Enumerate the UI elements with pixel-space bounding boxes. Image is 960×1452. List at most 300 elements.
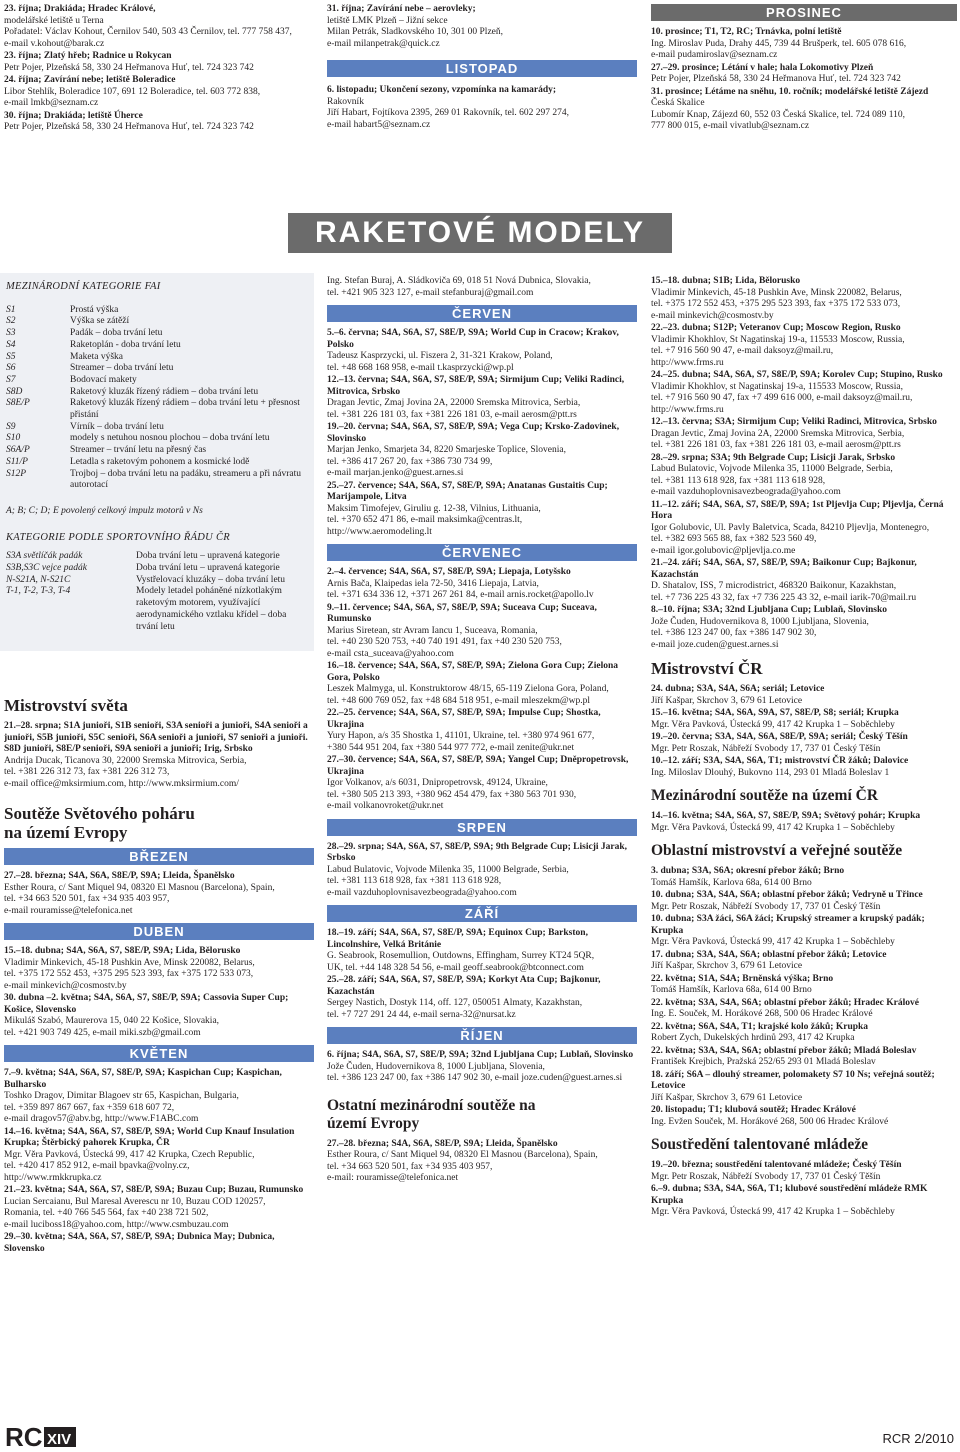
event-contact-line: tel. +420 417 852 912, e-mail bpavka@volny.cz, xyxy=(4,1161,190,1171)
event-contact-line: Ing. Evžen Souček, M. Horákové 268, 500 06 Hradec Králové xyxy=(651,1116,889,1127)
category-description: Doba trvání letu – upravená kategorie xyxy=(136,563,280,574)
event-contact-line: tel. +381 113 618 928, fax +381 113 618 928, xyxy=(651,475,826,486)
category-row xyxy=(6,340,308,352)
event-contact-line: tel. +381 226 312 73, fax +381 226 312 73, xyxy=(4,767,170,777)
category-description: Výška se zátěží xyxy=(70,316,130,327)
event-contact-line: Tomáš Hamšík, Karlova 68a, 614 00 Brno xyxy=(651,985,812,995)
event-entry xyxy=(4,721,314,790)
category-code: S5 xyxy=(6,351,16,362)
event-entry xyxy=(327,85,637,131)
event-contact-line: tel. +375 172 552 453, +375 295 523 393, fax +375 172 533 073, xyxy=(4,969,254,979)
event-contact-line: Romania, tel. +40 766 545 564, fax +40 238 721 502, xyxy=(4,1208,209,1218)
event-contact-line: František Krejbich, Pražská 252/65 293 01 Mladá Boleslav xyxy=(651,1057,876,1067)
event-entry xyxy=(651,1184,957,1219)
event-entry xyxy=(651,890,957,913)
event-contact-line: Labud Bulatovic, Vojvode Milenka 35, 11000 Belgrade, Serbia, xyxy=(651,464,893,474)
event-contact-line: tel. +7 727 291 24 44, e-mail serna-32@nursat.kz xyxy=(327,1009,516,1020)
event-entry xyxy=(327,276,637,299)
event-contact-line: tel. +421 903 749 425, e-mail miki.szb@gmail.com xyxy=(4,1027,201,1038)
event-title: 10. dubna; S3A žáci, S6A žáci; Krupský streamer a krupský padák; Krupka xyxy=(651,914,925,936)
event-contact-line: e-mail vazduhoplovnisavezbeograda@yahoo.com xyxy=(327,887,517,898)
event-title: 23. října; Zlatý hřeb; Radnice u Rokycan xyxy=(4,51,172,61)
category-description: Streamer – trvání letu na přesný čas xyxy=(70,445,207,456)
event-title: 24. října; Zavírání nebe; letiště Boleradice xyxy=(4,75,176,85)
event-title: 28.–29. srpna; S4A, S6A, S7, S8E/P, S9A; 9th Belgrade Cup; Lisicji Jarak, Srbsko xyxy=(327,841,627,863)
event-entry xyxy=(327,375,637,421)
event-contact-line: tel. +386 417 267 20, fax +386 730 734 99, xyxy=(327,456,493,467)
category-row xyxy=(6,398,308,421)
svg-text:RC: RC xyxy=(5,1422,43,1450)
month-bar-zari: ZÁŘÍ xyxy=(327,905,637,922)
event-contact-line: tel. +40 230 520 753, +40 740 191 491, fax +40 230 520 753, xyxy=(327,637,562,647)
event-contact-line: Ing. Štefan Buraj, A. Sládkoviča 69, 018 51 Nová Dubnica, Slovakia, xyxy=(327,276,591,286)
event-title: 18. září; S6A – dlouhý streamer, polomakety S7 10 Ns; veřejná soutěž; Letovice xyxy=(651,1069,935,1091)
event-entry xyxy=(651,276,957,322)
event-contact-line: Mgr. Věra Pavková, Ústecká 99, 417 42 Krupka 1 – Soběchleby xyxy=(651,822,895,833)
event-contact-line: e-mail luciboss18@yahoo.com, http://www.csmbuzau.com xyxy=(4,1219,229,1230)
top-column-3 xyxy=(651,4,957,164)
event-title: 30. dubna –2. května; S4A, S6A, S7, S8E/P, S9A; Cassovia Super Cup; Košice, Slovensko xyxy=(4,993,289,1015)
category-description: Vystřelovací kluzáky – doba trvání letu xyxy=(136,574,286,585)
event-title: 6.–9. dubna; S3A, S4A, S6A, T1; klubové soustředění mládeže RMK Krupka xyxy=(651,1184,928,1206)
event-contact-line: tel. +7 916 560 90 47, fax +7 499 616 000, e-mail daksoyz@mail.ru, xyxy=(651,393,913,403)
category-row xyxy=(6,586,308,633)
month-bar-kveten: KVĚTEN xyxy=(4,1045,314,1062)
event-contact-line: Mgr. Věra Pavková, Ústecká 99, 417 42 Krupka 1 – Soběchleby xyxy=(651,937,895,947)
event-contact-line: Vladimir Minkevich, 45-18 Pushkin Ave, Minsk 220082, Belarus, xyxy=(651,287,902,298)
event-title: 20. listopadu; T1; klubová soutěž; Hradec Králové xyxy=(651,1105,856,1115)
event-contact-line: Esther Roura, c/ Sant Miquel 94, 08320 El Masnou (Barcelona), Spain, xyxy=(4,882,275,893)
category-code: S9 xyxy=(6,421,16,432)
event-contact-line: tel. +382 693 565 88, fax +382 523 560 49, xyxy=(651,534,817,544)
event-entry xyxy=(327,1139,637,1185)
category-code: S3 xyxy=(6,328,16,339)
event-entry xyxy=(4,946,314,992)
event-contact-line: tel. +34 663 520 501, fax +34 935 403 957, xyxy=(327,1161,493,1172)
event-contact-line: modelářské letiště u Terna xyxy=(4,15,104,26)
event-entry xyxy=(4,993,314,1039)
event-title: 19.–20. června; S4A, S6A, S7, S8E/P, S9A; Vega Cup; Krsko-Zadovinek, Slovinsko xyxy=(327,422,620,444)
category-code: S1 xyxy=(6,304,16,315)
event-title: 30. října; Drakiáda; letiště Úherce xyxy=(4,110,143,121)
event-entry xyxy=(651,1046,957,1069)
event-title: 24.–25. dubna; S4A, S6A, S7, S8E/P, S9A; Korolev Cup; Stupino, Rusko xyxy=(651,370,943,380)
event-contact-line: Libor Stehlík, Boleradice 107, 691 12 Boleradice, tel. 603 772 838, xyxy=(4,86,261,97)
category-row xyxy=(6,375,308,387)
category-code: S10 xyxy=(6,433,21,444)
event-title: 8.–10. října; S3A; 32nd Ljubljana Cup; Lublaň, Slovinsko xyxy=(651,605,887,615)
event-contact-line: e-mail office@mksirmium.com, http://www.mksirmium.com/ xyxy=(4,778,239,789)
month-bar-brezen: BŘEZEN xyxy=(4,848,314,865)
event-contact-line: Jiří Kašpar, Skrchov 3, 679 61 Letovice xyxy=(651,961,803,971)
event-entry xyxy=(4,1185,314,1231)
event-title: 12.–13. června; S4A, S6A, S7, S8E/P, S9A; Sirmijum Cup; Veliki Radinci, Mitrovica, Srbsko xyxy=(327,375,625,397)
event-entry xyxy=(651,1160,957,1183)
event-entry xyxy=(327,1050,637,1085)
category-description: modely s netuhou nosnou plochou – doba trvání letu xyxy=(70,433,270,444)
event-title: 15.–18. dubna; S4A, S6A, S7, S8E/P, S9A; Lida, Bělorusko xyxy=(4,946,241,956)
event-title: 31. prosince; Létáme na sněhu, 10. ročník; modelářské letiště Zájezd xyxy=(651,86,929,97)
event-entry xyxy=(651,708,957,731)
category-description: Padák – doba trvání letu xyxy=(70,328,163,339)
event-contact-line: e-mail marjan.jenko@guest.arnes.si xyxy=(327,468,464,478)
category-code: S3A světlíčák padák xyxy=(6,551,83,562)
event-title: 6. října; S4A, S6A, S7, S8E/P, S9A; 32nd Ljubljana Cup; Lublaň, Slovinsko xyxy=(327,1050,634,1060)
event-contact-line: Jiří Kašpar, Skrchov 3, 679 61 Letovice xyxy=(651,695,803,706)
event-entry xyxy=(327,755,637,813)
event-contact-line: tel. +386 123 247 00, fax +386 147 902 30, e-mail joze.cuden@guest.arnes.si xyxy=(327,1073,623,1083)
event-contact-line: tel. +7 736 225 43 32, fax +7 736 225 43 32, e-mail iarik-70@mail.ru xyxy=(651,592,917,603)
event-entry xyxy=(651,684,957,707)
svg-text:XIV: XIV xyxy=(47,1431,72,1448)
month-bar-cervenec: ČERVENEC xyxy=(327,544,637,561)
event-title: 24. dubna; S3A, S4A, S6A; seriál; Letovice xyxy=(651,684,825,694)
category-row xyxy=(6,352,308,364)
event-contact-line: Jiří Habart, Fojtíkova 2395, 269 01 Rakovník, tel. 602 297 274, xyxy=(327,108,569,118)
event-contact-line: Mikuláš Szabó, Maurerova 15, 040 22 Košice, Slovakia, xyxy=(4,1016,220,1026)
category-code: S11/P xyxy=(6,456,28,467)
event-entry xyxy=(327,708,637,754)
event-title: 5.–6. června; S4A, S6A, S7, S8E/P, S9A; World Cup in Cracow; Krakov, Polsko xyxy=(327,328,619,350)
event-contact-line: tel. +7 916 560 90 47, e-mail daksoyz@mail.ru, xyxy=(651,346,834,356)
event-contact-line: Jože Čuden, Hudovernikova 8, 1000 Ljubljana, Slovenia, xyxy=(327,1061,545,1072)
heading-mezinarodni-cr: Mezinárodní soutěže na území ČR xyxy=(651,787,879,804)
event-contact-line: http://www.rmkkrupka.cz xyxy=(4,1172,102,1183)
event-title: 27.–28. března; S4A, S6A, S8E/P, S9A; Lleida, Španělsko xyxy=(4,871,235,881)
event-title: 21.–23. května; S4A, S6A, S7, S8E/P, S9A; Buzau Cup; Buzau, Rumunsko xyxy=(4,1185,304,1195)
category-row xyxy=(6,457,308,469)
category-row xyxy=(6,387,308,399)
event-contact-line: Rakovník xyxy=(327,96,364,107)
category-code: N-S21A, N-S21C xyxy=(6,574,71,585)
category-code: S6A/P xyxy=(6,445,30,456)
event-contact-line: Petr Pojer, Plzeňská 58, 330 24 Heřmanova Huť, tel. 724 323 742 xyxy=(651,74,901,84)
event-entry xyxy=(651,558,957,604)
event-title: 25.–27. července; S4A, S6A, S7, S8E/P, S9A; Anatanas Gustaitis Cup; Marijampole, Litva xyxy=(327,480,608,502)
event-entry xyxy=(327,975,637,1021)
category-row xyxy=(6,316,308,328)
event-title: 2.–4. července; S4A, S6A, S7, S8E/P, S9A; Liepaja, Lotyšsko xyxy=(327,567,571,577)
category-code: S8D xyxy=(6,386,23,397)
event-contact-line: e-mail lmkb@seznam.cz xyxy=(4,98,99,108)
event-title: 10.–12. září; S3A, S4A, S6A, T1; mistrovství ČR žáků; Dalovice xyxy=(651,756,909,766)
month-bar-prosinec: PROSINEC xyxy=(651,4,957,21)
event-entry xyxy=(651,1022,957,1045)
event-title: 9.–11. července; S4A, S6A, S7, S8E/P, S9A; Suceava Cup; Suceava, Rumunsko xyxy=(327,602,597,624)
event-entry xyxy=(651,370,957,416)
fai-categories-panel xyxy=(0,273,314,651)
heading-svetovy-pohar: Soutěže Světového poháru na území Evropy xyxy=(4,804,195,842)
event-contact-line: tel. +34 663 520 501, fax +34 935 403 957, xyxy=(4,894,170,904)
event-contact-line: Yury Hapon, a/s 35 Shostka 1, 41101, Ukraine, tel. +380 974 961 677, xyxy=(327,731,595,741)
heading-mistrovstvi-sveta: Mistrovství světa xyxy=(4,696,128,715)
impulse-note: A; B; C; D; E povolený celkový impulz motorů v Ns xyxy=(6,505,203,516)
event-entry xyxy=(4,51,314,74)
event-contact-line: Vladimir Khokhlov, St Nagatinskaj 19-a, 115533 Moscow, Russia, xyxy=(651,334,905,345)
event-title: 28.–29. srpna; S3A; 9th Belgrade Cup; Lisicji Jarak, Srbsko xyxy=(651,452,896,463)
event-entry xyxy=(327,4,637,50)
event-contact-line: UK, tel. +44 148 328 54 56, e-mail geoff.seabrook@btconnect.com xyxy=(327,962,584,973)
event-entry xyxy=(651,866,957,889)
top-column-2 xyxy=(327,4,637,164)
event-entry xyxy=(651,974,957,997)
event-entry xyxy=(327,422,637,480)
event-contact-line: tel. +380 505 213 393, +380 962 454 479, fax +380 563 701 930, xyxy=(327,789,577,800)
event-entry xyxy=(327,842,637,900)
event-contact-line: Vladimir Minkevich, 45-18 Pushkin Ave, Minsk 220082, Belarus, xyxy=(4,957,255,968)
event-contact-line: Česká Skalice xyxy=(651,98,705,108)
event-contact-line: Vladimir Khokhlov, st Nagatinskaj 19-a, 115533 Moscow, Russia, xyxy=(651,381,903,392)
category-description: Bodovací makety xyxy=(70,374,137,385)
event-contact-line: tel. +381 226 181 03, fax +381 226 181 03, e-mail aerosm@ptt.rs xyxy=(651,440,901,450)
category-description: Vírník – doba trvání letu xyxy=(70,421,164,432)
category-row xyxy=(6,422,308,434)
event-contact-line: e-mail habart5@seznam.cz xyxy=(327,119,431,130)
month-bar-srpen: SRPEN xyxy=(327,819,637,836)
category-row xyxy=(6,433,308,445)
event-contact-line: e-mail pudamiroslav@seznam.cz xyxy=(651,50,778,60)
czech-category-list xyxy=(6,551,308,633)
category-row xyxy=(6,305,308,317)
event-entry xyxy=(651,453,957,499)
event-contact-line: Dragan Jevtic, Zmaj Jovina 2A, 22000 Sremska Mitrovica, Serbia, xyxy=(327,398,581,408)
event-entry xyxy=(651,417,957,452)
event-contact-line: Milan Petrák, Sladkovského 10, 301 00 Plzeň, xyxy=(327,27,503,37)
section-title: RAKETOVÉ MODELY xyxy=(288,213,672,253)
event-title: 16.–18. července; S4A, S6A, S7, S8E/P, S9A; Zielona Gora Cup; Zielona Gora, Polsko xyxy=(327,661,618,683)
event-contact-line: D. Shatalov, ISS, 7 microdistrict, 468320 Baikonur, Kazakhstan, xyxy=(651,581,897,591)
event-contact-line: e-mail milanpetrak@quick.cz xyxy=(327,38,440,49)
event-title: 21.–28. srpna; S1A junioři, S1B senioři, S3A senioři a junioři, S4A senioři a junioři, S5B junioři, S5C senioři, S6A senioři a junioři, S7 senioři a junioři. S8D junioři, S8E/P senioři, S9A senioři a junioři; Irig, Srbsko xyxy=(4,721,308,754)
event-contact-line: e-mail v.kohout@barak.cz xyxy=(4,38,105,49)
event-contact-line: e-mail vazduhoplovnisavezbeograda@yahoo.com xyxy=(651,487,841,497)
event-contact-line: http://www.aeromodeling.lt xyxy=(327,526,432,537)
event-contact-line: Igor Golubovic, Ul. Pavly Baletvica, Scada, 84210 Pljevlja, Montenegro, xyxy=(651,522,930,533)
event-entry xyxy=(4,75,314,110)
event-contact-line: +380 544 951 204, fax +380 544 977 772, e-mail zenite@ukr.net xyxy=(327,742,575,753)
event-entry xyxy=(651,756,957,779)
event-contact-line: Petr Pojer, Plzeňská 58, 330 24 Heřmanova Huť, tel. 724 323 742 xyxy=(4,62,254,73)
event-contact-line: Ing. Miloslav Dlouhý, Bukovno 114, 293 01 Mladá Boleslav 1 xyxy=(651,767,890,778)
category-description: Raketový kluzák řízený rádiem – doba trvání letu + přesnost přistání xyxy=(70,398,300,421)
event-entry xyxy=(327,567,637,602)
event-contact-line: http://www.frms.ru xyxy=(651,357,724,368)
top-column-1 xyxy=(4,4,314,154)
event-contact-line: Labud Bulatovic, Vojvode Milenka 35, 11000 Belgrade, Serbia, xyxy=(327,864,569,875)
event-contact-line: tel. +48 600 769 052, fax +48 684 518 951, e-mail mleszekm@wp.pl xyxy=(327,695,590,706)
category-description: Trojboj – doba trvání letu na padáku, streameru a při návratu autorotací xyxy=(70,468,302,491)
event-contact-line: tel. +381 113 618 928, fax +381 113 618 928, xyxy=(327,876,502,886)
column-1 xyxy=(4,694,314,1416)
event-entry xyxy=(4,4,314,50)
event-contact-line: Leszek Malmyga, ul. Konstruktorow 48/15, 65-119 Zielona Gora, Poland, xyxy=(327,684,609,694)
event-contact-line: tel. +375 172 552 453, +375 295 523 393, fax +375 172 533 073, xyxy=(651,299,901,309)
category-description: Streamer – doba trvání letu xyxy=(70,363,174,374)
event-entry xyxy=(651,63,957,86)
event-title: 31. října; Zavírání nebe – aerovleky; xyxy=(327,4,476,14)
rc-logo-icon xyxy=(4,1420,76,1450)
event-title: 10. dubna; S3A, S4A, S6A; oblastní přebor žáků; Vedryně u Třince xyxy=(651,890,923,900)
event-entry xyxy=(327,481,637,539)
event-contact-line: tel. +386 123 247 00, fax +386 147 902 30, xyxy=(651,628,817,638)
event-title: 15.–18. dubna; S1B; Lida, Bělorusko xyxy=(651,276,801,286)
event-title: 14.–16. května; S4A, S6A, S7, S8E/P, S9A; Světový pohár; Krupka xyxy=(651,811,921,821)
category-row xyxy=(6,445,308,457)
event-contact-line: Tomáš Hamšík, Karlova 68a, 614 00 Brno xyxy=(651,877,812,888)
heading-mistrovstvi-cr: Mistrovství ČR xyxy=(651,659,763,678)
event-contact-line: Mgr. Věra Pavková, Ústecká 99, 417 42 Krupka, Czech Republic, xyxy=(4,1149,255,1160)
event-contact-line: tel. +48 668 168 958, e-mail t.kasprzycki@wp.pl xyxy=(327,362,514,373)
event-contact-line: e-mail minkevich@cosmostv.by xyxy=(651,310,774,321)
event-contact-line: tel. +371 634 336 12, +371 267 261 84, e-mail arnis.rocket@apollo.lv xyxy=(327,590,594,600)
event-entry xyxy=(4,1232,314,1255)
event-title: 7.–9. května; S4A, S6A, S7, S8E/P, S9A; Kaspichan Cup; Kaspichan, Bulharsko xyxy=(4,1068,282,1090)
event-entry xyxy=(651,27,957,62)
event-contact-line: Petr Pojer, Plzeňská 58, 330 24 Heřmanova Huť, tel. 724 323 742 xyxy=(4,122,254,132)
event-title: 12.–13. června; S3A; Sirmijum Cup; Veliki Radinci, Mitrovica, Srbsko xyxy=(651,417,937,427)
category-code: S4 xyxy=(6,339,16,350)
event-contact-line: Mgr. Petr Roszak, Nábřeží Svobody 17, 737 01 Český Těšín xyxy=(651,901,881,912)
event-entry xyxy=(4,871,314,917)
category-description: Maketa výška xyxy=(70,351,124,362)
magazine-logo xyxy=(4,1420,76,1450)
event-entry xyxy=(327,928,637,974)
event-contact-line: Maksim Timofejev, Giruliu g. 12-38, Vilnius, Lithuania, xyxy=(327,503,541,514)
event-entry xyxy=(651,811,957,834)
event-entry xyxy=(651,500,957,558)
event-contact-line: tel. +381 226 181 03, fax +381 226 181 03, e-mail aerosm@ptt.rs xyxy=(327,409,577,420)
event-contact-line: 777 800 015, e-mail vivatlub@seznam.cz xyxy=(651,121,810,131)
event-contact-line: Arnis Bača, Klaipedas iela 72-50, 3416 Liepaja, Latvia, xyxy=(327,578,539,589)
category-code: S3B,S3C vejce padák xyxy=(6,563,87,574)
category-row xyxy=(6,551,308,563)
category-description: Doba trvání letu – upravená kategorie xyxy=(136,551,280,562)
event-title: 27.–30. července; S4A, S6A, S7, S8E/P, S9A; Yangel Cup; Dněpropetrovsk, Ukrajina xyxy=(327,755,629,777)
event-title: 27.–28. března; S4A, S6A, S8E/P, S9A; Lleida, Španělsko xyxy=(327,1138,558,1149)
event-contact-line: Ing. Miroslav Puda, Drahy 445, 739 44 Brušperk, tel. 605 078 616, xyxy=(651,38,907,49)
event-contact-line: Sergey Nastich, Dostyk 114, off. 127, 050051 Almaty, Kazakhstan, xyxy=(327,998,583,1008)
event-title: 15.–16. května; S4A, S6A, S9A, S7, S8E/P, S8; seriál; Krupka xyxy=(651,708,899,718)
event-contact-line: Igor Volkanov, a/s 6031, Dnipropetrovsk, 49124, Ukraine, xyxy=(327,778,548,788)
month-bar-rijen: ŘÍJEN xyxy=(327,1027,637,1044)
event-entry xyxy=(327,603,637,661)
month-bar-duben: DUBEN xyxy=(4,923,314,940)
event-entry xyxy=(4,111,314,134)
event-contact-line: Toshko Dragov, Dimitar Blagoev str 65, Kaspichan, Bulgaria, xyxy=(4,1091,239,1101)
event-title: 19.–20. června; S3A, S4A, S6A, S8E/P, S9A; seriál; Český Těšín xyxy=(651,732,908,742)
category-description: Prostá výška xyxy=(70,304,119,315)
event-contact-line: e-mail igor.golubovic@pljevlja.co.me xyxy=(651,545,796,556)
category-row xyxy=(6,575,308,587)
event-entry xyxy=(651,950,957,973)
event-title: 18.–19. září; S4A, S6A, S7, S8E/P, S9A; Equinox Cup; Barkston, Lincolnshire, Velká Británie xyxy=(327,928,588,950)
event-title: 22. května; S6A, S4A, T1; krajské kolo žáků; Krupka xyxy=(651,1021,869,1032)
event-contact-line: Andrija Ducak, Ticanova 30, 22000 Sremska Mitrovica, Serbia, xyxy=(4,755,247,766)
event-entry xyxy=(651,605,957,651)
column-2 xyxy=(327,276,637,1416)
event-contact-line: e-mail minkevich@cosmostv.by xyxy=(4,980,127,991)
fai-heading: MEZINÁRODNÍ KATEGORIE FAI xyxy=(6,281,161,292)
category-row xyxy=(6,563,308,575)
heading-soustredeni: Soustředění talentované mládeže xyxy=(651,1136,868,1153)
category-code: T-1, T-2, T-3, T-4 xyxy=(6,586,71,597)
event-title: 22. května; S3A, S4A, S6A; oblastní přebor žáků; Hradec Králové xyxy=(651,997,919,1008)
category-description: Letadla s raketovým pohonem a kosmické lodě xyxy=(70,456,250,467)
event-contact-line: Tadeusz Kasprzycki, ul. Fiszera 2, 31-321 Krakow, Poland, xyxy=(327,351,553,361)
column-3 xyxy=(651,276,957,1416)
category-description: Raketoplán - doba trvání letu xyxy=(70,339,181,350)
event-entry xyxy=(651,1105,957,1128)
event-entry xyxy=(651,323,957,369)
event-contact-line: Marjan Jenko, Smarjeta 34, 8220 Smarjeske Toplice, Slovenia, xyxy=(327,445,566,455)
event-contact-line: Mgr. Petr Roszak, Nábřeží Svobody 17, 737 01 Český Těšín xyxy=(651,1171,881,1182)
category-description: Modely letadel poháněné nízkotlakým raketovým motorem, využívající aerodynamického vztlaku křídel – doba trvání letu xyxy=(136,586,287,632)
event-contact-line: Lubomír Knap, Zájezd 60, 552 03 Česká Skalice, tel. 724 089 110, xyxy=(651,109,905,120)
month-bar-listopad: LISTOPAD xyxy=(327,60,637,77)
event-contact-line: Robert Zych, Dukelských hrdinů 293, 417 42 Krupka xyxy=(651,1033,855,1043)
event-entry xyxy=(651,1070,957,1105)
event-contact-line: Dragan Jevtic, Zmaj Jovina 2A, 22000 Sremska Mitrovica, Serbia, xyxy=(651,428,905,439)
event-contact-line: e-mail: rouramisse@telefonica.net xyxy=(327,1173,459,1183)
event-contact-line: tel. +359 897 867 667, fax +359 618 607 72, xyxy=(4,1102,175,1113)
event-contact-line: e-mail dragov57@abv.bg, http://www.F1ABC.com xyxy=(4,1114,199,1124)
event-contact-line: Mgr. Petr Roszak, Nábřeží Svobody 17, 737 01 Český Těšín xyxy=(651,743,881,754)
category-code: S2 xyxy=(6,316,16,327)
category-code: S12P xyxy=(6,468,27,479)
event-contact-line: G. Seabrook, Rosemullion, Outdowns, Effingham, Surrey KT24 5QR, xyxy=(327,951,595,961)
event-title: 22.–23. dubna; S12P; Veteranov Cup; Moscow Region, Rusko xyxy=(651,323,901,333)
event-title: 10. prosince; T1, T2, RC; Trnávka, polní letiště xyxy=(651,27,842,37)
event-entry xyxy=(651,998,957,1021)
event-contact-line: Marius Siretean, str Avram Iancu 1, Suceava, Romania, xyxy=(327,625,538,636)
event-title: 23. října; Drakiáda; Hradec Králové, xyxy=(4,4,156,14)
event-contact-line: letiště LMK Plzeň – Jižní sekce xyxy=(327,15,448,26)
event-contact-line: Jiří Kašpar, Skrchov 3, 679 61 Letovice xyxy=(651,1092,803,1103)
event-entry xyxy=(651,732,957,755)
event-contact-line: Ing. E. Souček, M. Horákové 268, 500 06 Hradec Králové xyxy=(651,1009,873,1019)
event-entry xyxy=(327,661,637,707)
event-contact-line: Lucian Sercaianu, Bul Maresal Averescu nr 10, Buzau COD 120257, xyxy=(4,1196,266,1207)
event-title: 29.–30. května; S4A, S6A, S7, S8E/P, S9A; Dubnica May; Dubnica, Slovensko xyxy=(4,1232,275,1254)
event-title: 22. května; S1A, S4A; Brněnská výška; Brno xyxy=(651,973,834,984)
event-contact-line: tel. +421 905 323 127, e-mail stefanburaj@gmail.com xyxy=(327,287,534,298)
issue-number: RCR 2/2010 xyxy=(882,1431,954,1446)
event-entry xyxy=(651,87,957,133)
event-title: 21.–24. září; S4A, S6A, S7, S8E/P, S9A; Baikonur Cup; Bajkonur, Kazachstán xyxy=(651,558,917,580)
event-contact-line: http://www.frms.ru xyxy=(651,404,724,415)
fai-category-list xyxy=(6,305,308,492)
event-title: 22.–25. července; S4A, S6A, S7, S8E/P, S9A; Impulse Cup; Shostka, Ukrajina xyxy=(327,708,601,730)
event-contact-line: e-mail rouramisse@telefonica.net xyxy=(4,905,133,916)
event-contact-line: Esther Roura, c/ Sant Miquel 94, 08320 El Masnou (Barcelona), Spain, xyxy=(327,1150,598,1160)
month-bar-cerven: ČERVEN xyxy=(327,305,637,322)
event-title: 17. dubna; S3A, S4A, S6A; oblastní přebor žáků; Letovice xyxy=(651,949,887,960)
event-title: 3. dubna; S3A, S6A; okresní přebor žáků; Brno xyxy=(651,866,845,876)
event-title: 11.–12. září; S4A, S6A, S7, S8E/P, S9A; 1st Pljevlja Cup; Pljevlja, Černá Hora xyxy=(651,499,944,521)
category-code: S8E/P xyxy=(6,398,30,409)
event-title: 19.–20. března; soustředění talentované mládeže; Český Těšín xyxy=(651,1160,902,1170)
event-contact-line: Jože Čuden, Hudovernikova 8, 1000 Ljubljana, Slovenia, xyxy=(651,616,869,627)
category-code: S7 xyxy=(6,374,16,385)
event-title: 25.–28. září; S4A, S6A, S7, S8E/P, S9A; Korkyt Ata Cup; Bajkonur, Kazachstán xyxy=(327,975,601,997)
event-entry xyxy=(651,914,957,949)
category-row xyxy=(6,363,308,375)
category-row xyxy=(6,469,308,492)
czech-categories-heading: KATEGORIE PODLE SPORTOVNÍHO ŘÁDU ČR xyxy=(6,531,230,543)
event-contact-line: e-mail joze.cuden@guest.arnes.si xyxy=(651,639,779,650)
category-description: Raketový kluzák řízený rádiem – doba trvání letu xyxy=(70,386,259,397)
event-contact-line: e-mail volkanovroket@ukr.net xyxy=(327,801,444,811)
